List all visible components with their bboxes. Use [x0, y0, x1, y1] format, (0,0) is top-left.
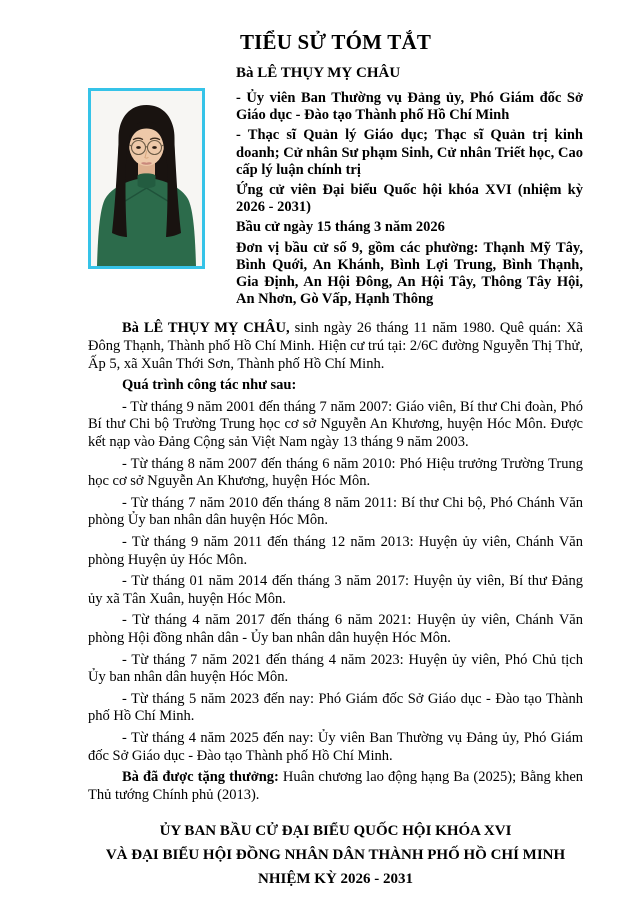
footer-line-3: NHIỆM KỲ 2026 - 2031	[258, 871, 413, 888]
career-item: - Từ tháng 01 năm 2014 đến tháng 3 năm 2017: Huyện ủy viên, Bí thư Đảng ủy xã Tân Xuân, huyện Hóc Môn.	[88, 573, 583, 607]
career-item: - Từ tháng 4 năm 2017 đến tháng 6 năm 2021: Huyện ủy viên, Chánh Văn phòng Hội đồng nhân dân - Ủy ban nhân dân huyện Hóc Môn.	[88, 612, 583, 646]
career-item: - Từ tháng 9 năm 2011 đến tháng 12 năm 2013: Huyện ủy viên, Chánh Văn phòng Huyện ủy Hóc Môn.	[88, 533, 583, 568]
awards-text: Huân chương lao động hạng Ba (2025); Bằng khen Thủ tướng Chính phủ (2013).	[88, 769, 584, 803]
summary-column	[205, 65, 583, 311]
intro-name-bold: Bà LÊ THỤY MỴ CHÂU,	[122, 320, 290, 337]
summary-line: Đơn vị bầu cử số 9, gồm các phường: Thạnh Mỹ Tây, Bình Quới, An Khánh, Bình Lợi Trung, Bình Thạnh, Gia Định, An Hội Đông, An Hội Tây, Thông Tây Hội, An Nhơn, Gò Vấp, Hạnh Thông	[236, 239, 583, 308]
awards-label-bold: Bà đã được tặng thưởng:	[122, 769, 279, 786]
footer-line-2: VÀ ĐẠI BIỂU HỘI ĐỒNG NHÂN DÂN THÀNH PHỐ HỒ CHÍ MINH	[105, 847, 566, 864]
page-title: TIỂU SỬ TÓM TẮT	[239, 30, 432, 54]
summary-line: Ứng cử viên Đại biểu Quốc hội khóa XVI (nhiệm kỳ 2026 - 2031)	[236, 182, 583, 216]
issuing-authority-footer	[88, 819, 583, 891]
career-item: - Từ tháng 7 năm 2010 đến tháng 8 năm 2011: Bí thư Chi bộ, Phó Chánh Văn phòng Ủy ban nhân dân huyện Hóc Môn.	[88, 494, 583, 529]
career-item: - Từ tháng 5 năm 2023 đến nay: Phó Giám đốc Sở Giáo dục - Đào tạo Thành phố Hồ Chí Minh.	[88, 690, 583, 725]
summary-line: - Ủy viên Ban Thường vụ Đảng ủy, Phó Giám đốc Sở Giáo dục - Đào tạo Thành phố Hồ Chí Minh	[236, 90, 583, 124]
awards-paragraph	[88, 769, 583, 804]
career-item: - Từ tháng 8 năm 2007 đến tháng 6 năm 2010: Phó Hiệu trưởng Trường Trung học cơ sở Nguyễn An Khương, huyện Hóc Môn.	[88, 455, 583, 490]
summary-lines	[236, 90, 583, 308]
intro-section	[88, 65, 583, 311]
career-item: - Từ tháng 4 năm 2025 đến nay: Ủy viên Ban Thường vụ Đảng ủy, Phó Giám đốc Sở Giáo dục - Đào tạo Thành phố Hồ Chí Minh.	[88, 729, 583, 764]
summary-line: Bầu cử ngày 15 tháng 3 năm 2026	[236, 219, 445, 236]
photo-column	[88, 88, 205, 311]
intro-text: sinh ngày 26 tháng 11 năm 1980. Quê quán: Xã Đông Thạnh, Thành phố Hồ Chí Minh. Hiện cư trú tại: 2/6C đường Nguyễn Thị Thử, Ấp 5, xã Xuân Thới Sơn, Thành phố Hồ Chí Minh.	[88, 320, 583, 372]
portrait-illustration	[91, 91, 202, 266]
career-item: - Từ tháng 7 năm 2021 đến tháng 4 năm 2023: Huyện ủy viên, Phó Chủ tịch Ủy ban nhân dân huyện Hóc Môn.	[88, 651, 583, 686]
career-history-list	[88, 399, 583, 765]
candidate-name: Bà LÊ THỤY MỴ CHÂU	[236, 65, 401, 81]
candidate-photo	[88, 88, 205, 269]
footer-line-1: ỦY BAN BẦU CỬ ĐẠI BIỂU QUỐC HỘI KHÓA XVI	[159, 823, 512, 840]
career-heading: Quá trình công tác như sau:	[122, 377, 297, 394]
summary-line: - Thạc sĩ Quản lý Giáo dục; Thạc sĩ Quản trị kinh doanh; Cử nhân Sư phạm Sinh, Cử nhân Triết học, Cao cấp lý luận chính trị	[236, 127, 583, 178]
career-item: - Từ tháng 9 năm 2001 đến tháng 7 năm 2007: Giáo viên, Bí thư Chi đoàn, Phó Bí thư Chi bộ Trường Trung học cơ sở Nguyễn An Khương, huyện Hóc Môn. Được kết nạp vào Đảng Cộng sản Việt Nam ngày 13 tháng 9 năm 2003.	[88, 398, 583, 450]
intro-paragraph	[88, 320, 583, 373]
biography-body	[88, 320, 583, 804]
